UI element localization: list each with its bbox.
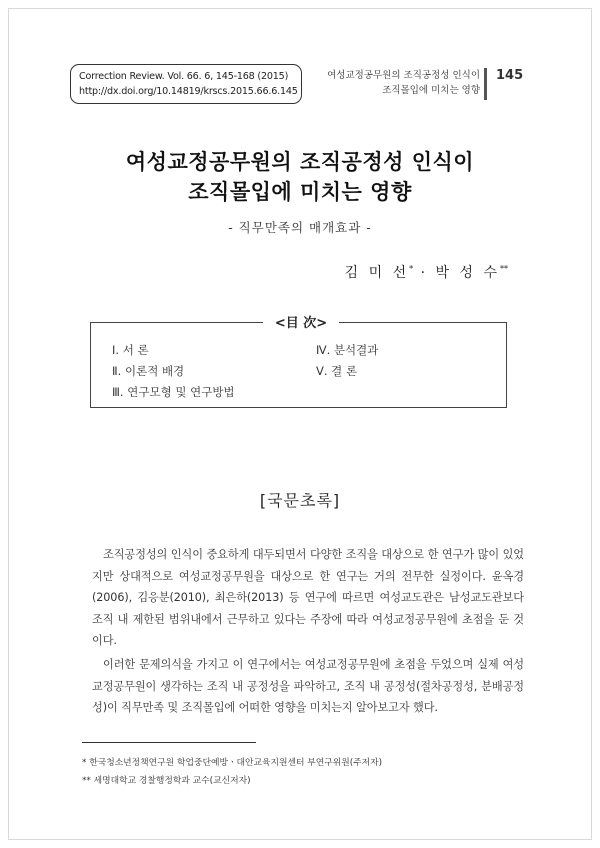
running-head-line1: 여성교정공무원의 조직공정성 인식이 (327, 70, 480, 81)
page-number: 145 (496, 68, 524, 83)
author-separator: · (413, 265, 436, 281)
author1-mark: * (409, 264, 414, 274)
header-divider (484, 68, 487, 100)
footnote-rule (82, 742, 256, 743)
title-line1: 여성교정공무원의 조직공정성 인식이 (125, 149, 475, 174)
toc-item: Ⅳ. 분석결과 (316, 343, 379, 357)
footnote-2: ** 세명대학교 경찰행정학과 교수(교신저자) (82, 776, 251, 786)
author2: 박 성 수 (435, 265, 500, 281)
citation-box (70, 64, 302, 104)
running-head (327, 68, 480, 98)
toc-item: Ⅱ. 이론적 배경 (112, 364, 185, 378)
abstract-paragraph-2: 이러한 문제의식을 가지고 이 연구에서는 여성교정공무원에 초점을 두었으며 실제 여성교정공무원이 생각하는 조직 내 공정성을 파악하고, 조직 내 공정성(절차공정성, 분배공정성)이 직무만족 및 조직몰입에 어떠한 영향을 미치는지 알아보고자 했다. (92, 658, 524, 715)
toc-item: Ⅴ. 결 론 (316, 364, 358, 378)
citation-doi: http://dx.doi.org/10.14819/krscs.2015.66.6.145 (79, 86, 298, 97)
author2-mark: ** (500, 264, 508, 274)
abstract-heading: [국문초록] (259, 491, 341, 510)
toc-item: Ⅰ. 서 론 (112, 343, 149, 357)
author1: 김 미 선 (344, 265, 410, 281)
abstract-paragraph-1: 조직공정성의 인식이 중요하게 대두되면서 다양한 조직을 대상으로 한 연구가 많이 있었지만 상대적으로 여성교정공무원을 대상으로 한 연구는 거의 전무한 실정이다. 윤옥경(2006), 김응분(2010), 최은하(2013) 등 연구에 따르면 여성교도관은 남성교도관보다 조직 내 제한된 범위내에서 근무하고 있다는 주장에 따라 여성교정공무원에 초점을 둔 것이다. (92, 548, 524, 648)
toc-item: Ⅲ. 연구모형 및 연구방법 (112, 385, 235, 399)
citation-journal: Correction Review. Vol. 66. 6, 145-168 (2015) (79, 71, 289, 82)
running-head-line2: 조직몰입에 미치는 영향 (382, 85, 480, 96)
title-line2: 조직몰입에 미치는 영향 (188, 179, 412, 204)
authors (345, 262, 508, 282)
subtitle: - 직무만족의 매개효과 - (228, 220, 372, 235)
footnote-1: * 한국청소년정책연구원 학업중단예방ㆍ대안교육지원센터 부연구위원(주저자) (82, 758, 383, 768)
toc-heading: <目 次> (263, 312, 339, 331)
